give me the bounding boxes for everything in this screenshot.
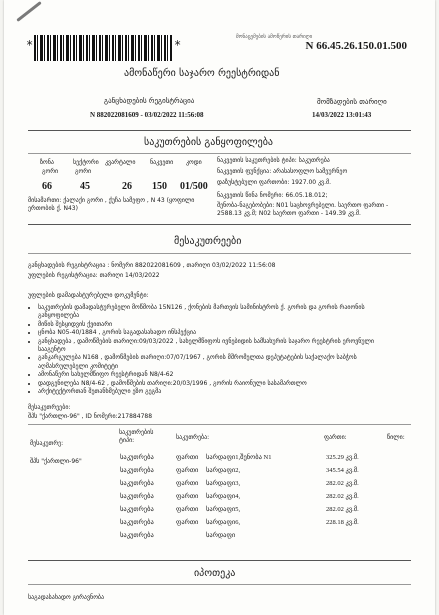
table-header-owner: მესაკუთრე: — [30, 440, 64, 447]
room-area: 282.02 კვ.მ. — [326, 480, 359, 487]
room-area: 282.02 კვ.მ. — [326, 493, 359, 500]
code-header-block: კვარტალი — [105, 159, 136, 166]
room-name: სარდაფი4, — [206, 493, 241, 500]
parcel-function: ნაკვეთის ფუნქცია: არასასოფლო სამეურნეო — [217, 168, 348, 175]
prepared-label: მომზადების თარიღი — [317, 98, 387, 106]
divider — [28, 424, 411, 425]
room-area: 325.29 კვ.მ. — [326, 454, 359, 461]
property-heading: საკუთრების განყოფილება — [144, 137, 273, 148]
code-subheader-sector: გორი — [75, 168, 92, 175]
mortgage-subline: საგადასახადო გირავნობა — [28, 594, 105, 601]
parcel-buildings: შენობა-ნაგებობები: N01 საცხოვრებელი. საერთო ფართი - 2588.13 კვ.მ; N02 საერთო ფართი - 149.39 კვ.მ. — [217, 202, 389, 217]
list-item: • დადგენილება N8/4-62 , დამოწმების თარიღი:20/03/1996 , გორის რაიონული სასამართლო — [38, 380, 398, 388]
room-name: სარდაფი5, — [206, 506, 241, 513]
room-ownership-type: საკუთრება — [120, 532, 154, 539]
list-item: • ამონაწერი სახელმწიფო რეესტრიდან N8/4-62 — [38, 371, 398, 379]
list-item: • საკუთრების დამადასტურებელი მოწმობა 15N126 , ქონების მართვის სამინისტროს ქ. გორის და გორის რაიონის განყოფილება — [38, 304, 398, 321]
parcel-area: დაზუსტებული ფართობი: 1927.00 კვ.მ. — [217, 179, 332, 186]
room-kind: ფართი — [176, 467, 199, 474]
owners-application-line: განცხადების რეგისტრაცია : ნომერი 882022081609 , თარიღი 03/02/2022 11:56:08 — [28, 262, 276, 269]
document-page — [4, 0, 435, 615]
divider — [28, 584, 411, 585]
room-ownership-type: საკუთრება — [120, 493, 154, 500]
code-header-sector: სექტორი — [73, 159, 99, 166]
code-value-code: 01/500 — [180, 181, 208, 192]
parcel-previous-number: ნაკვეთის წინა ნომერი: 66.05.18.012; — [217, 192, 328, 199]
room-area: 282.02 კვ.მ. — [326, 506, 359, 513]
basis-documents-list — [28, 304, 398, 396]
code-value-parcel: 150 — [152, 181, 167, 192]
code-value-block: 26 — [122, 181, 132, 192]
divider — [28, 560, 411, 561]
owners-registered-date: უფლების რეგისტრაცია: თარიღი 14/03/2022 — [28, 272, 160, 279]
mortgage-heading: იპოთეკა — [194, 568, 236, 579]
code-header-code: კოდი — [186, 159, 202, 166]
room-kind: ფართი — [176, 506, 199, 513]
barcode-star-right: * — [174, 38, 182, 52]
table-header-property: საკუთრება: — [176, 434, 210, 441]
application-label: განცხადების რეგისტრაცია — [104, 97, 195, 105]
room-name: სარდაფი3, — [206, 480, 241, 487]
code-header-zone: ზონა — [40, 159, 54, 166]
list-item: • ცნობა N05-40/1884 , გორის საგადასახადო ინსპექცია — [38, 329, 398, 337]
divider — [28, 130, 411, 131]
owner-name: შპს "ქართლი-96" — [30, 458, 82, 465]
application-value: N 882022081609 - 03/02/2022 11:56:08 — [90, 111, 204, 119]
registry-title: ამონაწერი საჯარო რეესტრიდან — [124, 68, 280, 79]
code-subheader-zone: გორი — [42, 168, 59, 175]
room-kind: ფართი — [176, 519, 199, 526]
list-item: • არქიტექტორთან შეთანხმებული ეზო გეგმა — [38, 388, 398, 396]
divider — [28, 253, 411, 254]
room-name: სარდაფი6, — [206, 519, 241, 526]
divider — [28, 224, 411, 225]
room-kind: ფართი — [176, 454, 199, 461]
code-value-sector: 45 — [80, 181, 90, 192]
basis-title: უფლების დამადასტურებელი დოკუმენტი: — [28, 292, 149, 299]
list-item: • მიწის შესყიდვის ქვითარი — [38, 321, 398, 329]
room-name: სარდაფი1,შენობა N1 — [206, 454, 272, 461]
room-area: 228.18 კვ.მ. — [326, 519, 359, 526]
owners-label: მესაკუთრეები: — [28, 404, 71, 411]
code-header-parcel: ნაკვეთი — [150, 159, 174, 166]
barcode — [34, 35, 172, 61]
room-name: სარდაფი2, — [206, 467, 241, 474]
parcel-ownership-type: ნაკვეთის საკუთრების ტიპი: საკუთრება — [217, 157, 330, 164]
staple-mark — [16, 1, 41, 22]
table-header-share: წილი: — [387, 434, 405, 441]
divider — [28, 153, 411, 154]
prepared-value: 14/03/2022 13:01:43 — [312, 111, 372, 119]
property-address: მისამართი: ქალაქი გორი , ქუჩა სამეფო , N 43 (ყოფილი ერთობის ქ. N43) — [28, 197, 195, 212]
list-item: • განცხადება , დამოწმების თარიღი:09/03/2022 , სახელმწიფოს ივნებიდის სამსახურის საჯარო რეესტრის ეროვნული სააგენტო — [38, 338, 398, 355]
table-header-ownership-type: საკუთრების ტიპი: — [119, 429, 154, 444]
barcode-star-left: * — [26, 38, 34, 52]
room-ownership-type: საკუთრება — [120, 519, 154, 526]
room-ownership-type: საკუთრება — [120, 454, 154, 461]
room-ownership-type: საკუთრება — [120, 480, 154, 487]
registry-code: N 66.45.26.150.01.500 — [305, 40, 407, 52]
room-kind: ფართი — [176, 480, 199, 487]
room-kind: ფართი — [176, 493, 199, 500]
room-ownership-type: საკუთრება — [120, 467, 154, 474]
room-name: სარდაფი — [206, 532, 236, 539]
owners-heading: მესაკუთრეები — [174, 236, 242, 247]
extract-caption: მონაცემების ამოწერის თარიღი — [236, 34, 313, 40]
table-header-area: ფართი: — [324, 434, 347, 441]
code-value-zone: 66 — [42, 181, 52, 192]
list-item: • განკარგულება N168 , დამოწმების თარიღი:07/07/1967 , გორის მშრომელთა დეპუტატების საქალაქო საბჭოს აღმასრულებელი კომიტეტი — [38, 354, 398, 371]
owner-line: შპს "ქართლი-96" , ID ნომერი:217884788 — [28, 413, 153, 420]
room-area: 345.54 კვ.მ. — [326, 467, 359, 474]
room-ownership-type: საკუთრება — [120, 506, 154, 513]
